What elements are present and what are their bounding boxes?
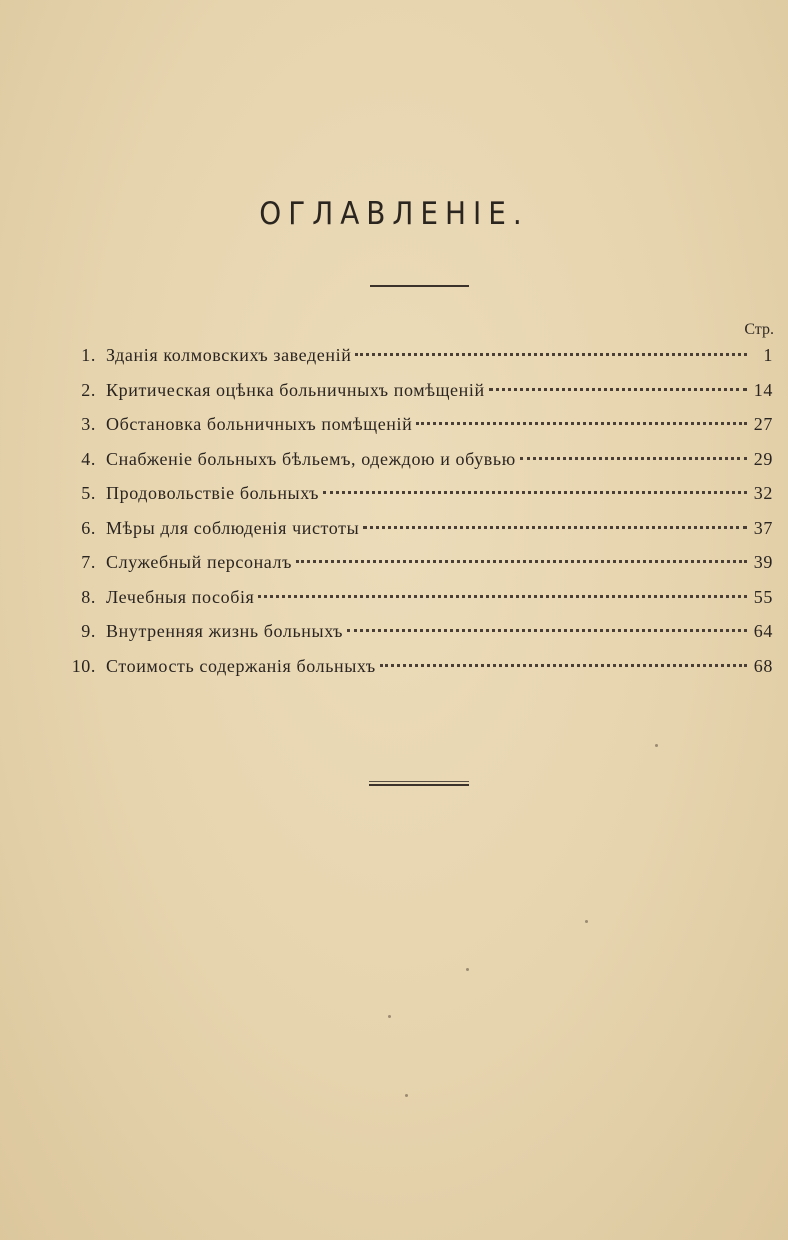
toc-entry-title: Внутренняя жизнь больныхъ (106, 621, 344, 641)
page-column-label: Стр. (744, 321, 774, 338)
toc-entry-number: 8. (81, 586, 96, 607)
toc-entry (60, 656, 773, 691)
paper-speck (466, 968, 469, 971)
toc-leader-dots (347, 629, 747, 632)
toc-entry (60, 552, 773, 587)
toc-leader-dots (323, 491, 747, 494)
paper-speck (655, 744, 658, 747)
toc-entry (60, 380, 773, 415)
toc-entry-page: 68 (753, 655, 773, 676)
toc-leader-dots (489, 388, 747, 391)
toc-entry-page: 29 (753, 448, 773, 469)
toc-entry (60, 587, 773, 622)
toc-leader-dots (355, 353, 747, 356)
toc-entry-number: 1. (81, 345, 96, 365)
toc-entry-number: 6. (81, 517, 96, 538)
toc-entry-title: Зданія колмовскихъ заведеній (106, 345, 352, 365)
paper-speck (405, 1094, 408, 1097)
toc-entry-title: Обстановка больничныхъ помѣщеній (106, 414, 413, 434)
toc-entry-title: Служебный персоналъ (106, 552, 293, 572)
toc-entry-title: Лечебныя пособія (106, 586, 255, 607)
toc-entry-number: 7. (81, 552, 96, 572)
toc-entry-page: 1 (763, 345, 773, 365)
toc-entry-number: 5. (81, 483, 96, 503)
toc-entry-title: Мѣры для соблюденія чистоты (106, 517, 360, 538)
toc-entry (60, 449, 773, 484)
toc-entry-title: Продовольствіе больныхъ (106, 483, 320, 503)
toc-entry-title: Стоимость содержанія больныхъ (106, 655, 376, 676)
title-rule (370, 285, 469, 287)
toc-leader-dots (296, 560, 747, 563)
toc-leader-dots (363, 526, 747, 529)
table-of-contents (60, 345, 773, 690)
toc-entry-page: 64 (753, 621, 773, 641)
toc-entry (60, 621, 773, 656)
rule-line-thick (369, 784, 469, 786)
toc-entry-number: 9. (81, 621, 96, 641)
toc-leader-dots (520, 457, 747, 460)
toc-leader-dots (416, 422, 747, 425)
toc-entry-page: 55 (753, 586, 773, 607)
toc-entry (60, 414, 773, 449)
page-title: ОГЛАВЛЕНІЕ. (259, 196, 529, 232)
toc-entry-number: 10. (71, 655, 96, 676)
closing-double-rule (369, 781, 469, 787)
toc-entry-number: 4. (81, 448, 96, 469)
paper-speck (585, 920, 588, 923)
toc-entry (60, 518, 773, 553)
toc-leader-dots (258, 595, 747, 598)
toc-entry (60, 345, 773, 380)
toc-entry (60, 483, 773, 518)
toc-entry-page: 39 (753, 552, 773, 572)
paper-speck (388, 1015, 391, 1018)
toc-entry-title: Критическая оцѣнка больничныхъ помѣщеній (106, 379, 485, 400)
toc-entry-page: 32 (753, 483, 773, 503)
toc-entry-page: 14 (753, 379, 773, 400)
toc-entry-title: Снабженіе больныхъ бѣльемъ, одеждою и обувью (106, 448, 516, 469)
toc-leader-dots (380, 664, 747, 667)
toc-entry-number: 3. (81, 414, 96, 434)
rule-line-thin (369, 781, 469, 782)
toc-entry-number: 2. (81, 379, 96, 400)
toc-entry-page: 37 (753, 517, 773, 538)
toc-entry-page: 27 (753, 414, 773, 434)
